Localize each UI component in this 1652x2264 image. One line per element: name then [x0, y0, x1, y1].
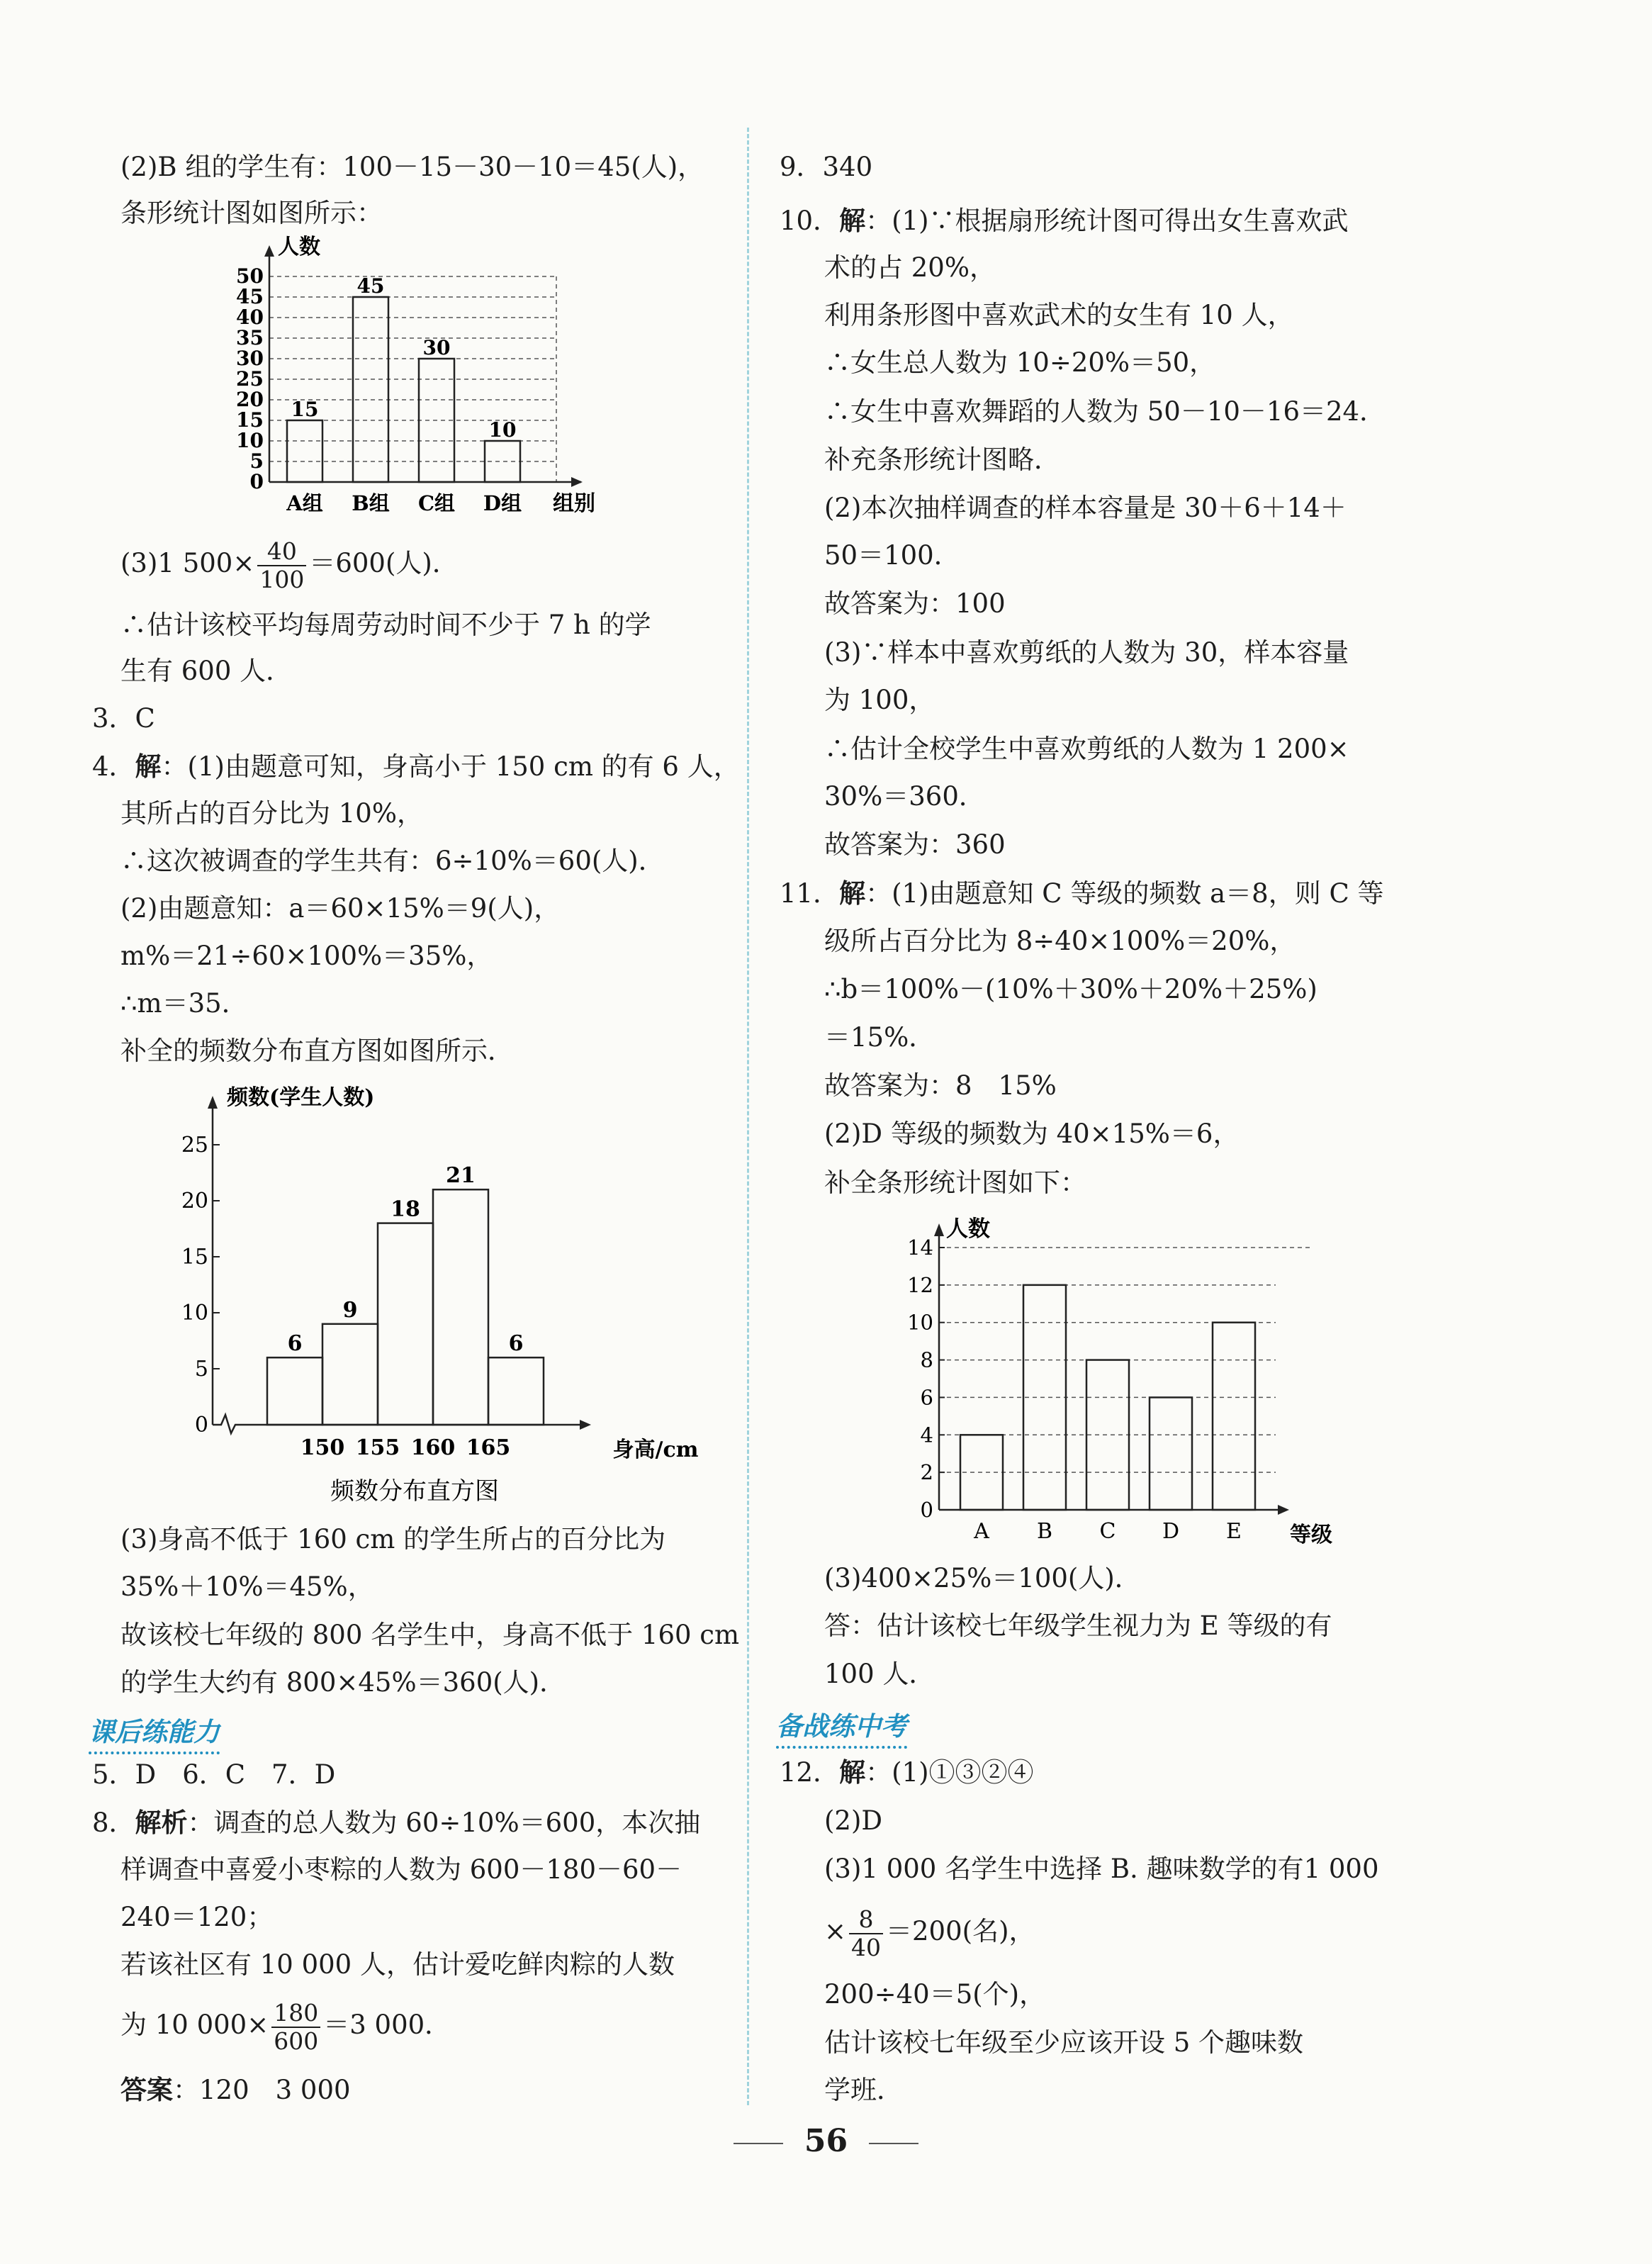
x-tick-label: 150 — [300, 1435, 345, 1460]
fraction — [849, 1906, 883, 1961]
text-line: 其所占的百分比为 10%， — [120, 798, 423, 829]
text-line — [120, 2073, 351, 2107]
text-line: 35%＋10%＝45%， — [120, 1571, 374, 1602]
text-line: 样调查中喜爱小枣粽的人数为 600－180－60－ — [120, 1854, 682, 1885]
text: ＝200(名)， — [886, 1916, 1035, 1946]
x-tick-label: B — [1036, 1519, 1053, 1544]
text: ：(1)由题意可知，身高小于 150 cm 的有 6 人， — [161, 751, 740, 782]
bar-value-label: 10 — [488, 418, 517, 442]
y-axis-arrow — [208, 1096, 218, 1109]
text-line: 为 100， — [824, 685, 935, 715]
x-tick-label: A组 — [286, 491, 323, 515]
page-number — [0, 2123, 1652, 2159]
text-line: 30%＝360． — [824, 781, 985, 812]
chart-group-bar — [213, 234, 609, 525]
text-line: 的学生大约有 800×45%＝360(人)． — [120, 1667, 566, 1698]
bold-label: 解 — [839, 878, 866, 909]
y-axis-label: 人数 — [278, 235, 320, 259]
text-line — [120, 532, 459, 595]
text-line: 条形统计图如图所示： — [120, 198, 383, 228]
x-axis-label: 等级 — [1290, 1523, 1332, 1547]
x-tick-label: 155 — [355, 1435, 400, 1460]
y-tick-label: 8 — [920, 1347, 933, 1372]
text-line: 学班． — [824, 2075, 903, 2105]
bar-value-label: 6 — [287, 1331, 303, 1357]
text-line: 生有 600 人． — [120, 656, 293, 686]
question-number: 12． — [780, 1757, 840, 1788]
text-line: ∴估计全校学生中喜欢剪纸的人数为 1 200× — [824, 734, 1349, 764]
text-line — [780, 876, 1384, 911]
question-number: 8． — [92, 1808, 135, 1838]
y-tick-label: 0 — [920, 1498, 933, 1522]
page-number-text: 56 — [804, 2123, 848, 2159]
bold-label: 解析 — [135, 1807, 188, 1838]
text-line: 补充条形统计图略． — [824, 444, 1060, 475]
y-tick-label: 10 — [181, 1301, 208, 1326]
y-tick-label: 40 — [236, 306, 264, 329]
text-line: (2)B 组的学生有：100－15－30－10＝45(人)， — [120, 152, 704, 182]
y-tick-label: 30 — [236, 347, 264, 370]
text-line: m%＝21÷60×100%＝35%， — [120, 941, 493, 971]
question-number: 4． — [92, 751, 135, 782]
fraction-num: 8 — [849, 1906, 883, 1934]
y-tick-label: 15 — [181, 1245, 208, 1270]
text: × — [824, 1916, 847, 1946]
text-line — [824, 1900, 1035, 1963]
x-axis-arrow — [1278, 1505, 1289, 1515]
y-tick-label: 14 — [907, 1235, 933, 1260]
histogram-bar — [378, 1223, 433, 1425]
x-tick-label: C — [1099, 1519, 1116, 1544]
question-number: 10． — [780, 206, 840, 236]
x-tick-label: 160 — [410, 1435, 456, 1460]
text: ：120 3 000 — [173, 2075, 351, 2105]
text-line: (3)∵样本中喜欢剪纸的人数为 30，样本容量 — [824, 637, 1349, 668]
text-line: (2)D 等级的频数为 40×15%＝6， — [824, 1119, 1240, 1149]
x-axis-label: 组别 — [553, 491, 595, 516]
histogram-bar — [433, 1189, 488, 1425]
text: (3)1 500× — [120, 548, 255, 578]
text-line — [780, 1755, 1034, 1790]
text-line: (2)D — [824, 1805, 883, 1836]
bar — [1150, 1397, 1192, 1510]
text-line: (3)1 000 名学生中选择 B. 趣味数学的有1 000 — [824, 1854, 1379, 1884]
text-line: 级所占百分比为 8÷40×100%＝20%， — [824, 926, 1296, 956]
x-axis-arrow — [571, 477, 583, 487]
text-line: 估计该校七年级至少应该开设 5 个趣味数 — [824, 2027, 1304, 2058]
text-line: (2)本次抽样调查的样本容量是 30＋6＋14＋ — [824, 493, 1347, 523]
bold-label: 解 — [839, 1756, 866, 1788]
fraction-den: 600 — [274, 2027, 319, 2055]
x-tick-label: A — [974, 1519, 989, 1544]
text-line: 3．C — [92, 703, 155, 734]
text: ：(1)由题意知 C 等级的频数 a＝8，则 C 等 — [865, 878, 1384, 909]
text: ：调查的总人数为 60÷10%＝600，本次抽 — [187, 1808, 701, 1838]
y-tick-label: 20 — [181, 1189, 208, 1214]
y-tick-label: 12 — [907, 1272, 933, 1297]
y-tick-label: 5 — [194, 1357, 208, 1382]
x-tick-label: B组 — [352, 491, 390, 515]
y-axis-arrow — [934, 1223, 944, 1236]
bar — [1086, 1360, 1129, 1510]
text-line: 术的占 20%， — [824, 252, 996, 283]
y-tick-label: 0 — [249, 470, 264, 493]
bold-label: 解 — [839, 205, 866, 236]
y-tick-label: 20 — [236, 388, 264, 411]
text-line: 5．D 6．C 7．D — [92, 1759, 336, 1790]
text-line — [120, 1993, 451, 2057]
text-line — [780, 203, 1349, 238]
text: ：(1)①③②④ — [865, 1757, 1034, 1788]
text-line: 若该社区有 10 000 人，估计爱吃鲜肉粽的人数 — [120, 1949, 675, 1980]
text-line: 9．340 — [780, 152, 873, 182]
y-tick-label: 6 — [920, 1385, 933, 1410]
fraction-den: 40 — [851, 1933, 882, 1961]
text-line: 答：估计该校七年级学生视力为 E 等级的有 — [824, 1610, 1332, 1641]
y-tick-label: 45 — [236, 285, 264, 308]
histogram-bar — [488, 1357, 544, 1425]
text-line: ∴这次被调查的学生共有：6÷10%＝60(人)． — [120, 846, 665, 876]
bold-label: 解 — [135, 751, 162, 782]
x-tick-label: E — [1226, 1519, 1242, 1544]
text-line: (3)身高不低于 160 cm 的学生所占的百分比为 — [120, 1524, 666, 1554]
bar-value-label: 21 — [446, 1163, 476, 1189]
text-line: 故答案为：8 15% — [824, 1070, 1057, 1101]
text-line: ∴b＝100%－(10%＋30%＋20%＋25%) — [824, 974, 1317, 1004]
section-heading: 课后练能力 — [89, 1710, 220, 1749]
text-line: 补全的频数分布直方图如图所示． — [120, 1036, 514, 1066]
y-tick-label: 4 — [920, 1423, 933, 1447]
text-line: ∴女生总人数为 10÷20%＝50， — [824, 347, 1216, 378]
text-line: (3)400×25%＝100(人)． — [824, 1563, 1141, 1593]
bar-value-label: 30 — [422, 336, 451, 359]
y-axis-label: 人数 — [946, 1216, 990, 1242]
text: 为 10 000× — [120, 2010, 269, 2040]
y-tick-label: 5 — [249, 449, 264, 473]
text-line: ＝15%． — [824, 1022, 935, 1053]
text-line: 100 人． — [824, 1659, 935, 1689]
bold-label: 答案 — [120, 2074, 173, 2105]
dash-left — [734, 2143, 783, 2144]
dash-right — [869, 2143, 918, 2144]
y-tick-label: 25 — [236, 367, 264, 391]
text-line: 故答案为：360 — [824, 829, 1006, 860]
y-tick-label: 2 — [920, 1460, 933, 1485]
bar — [353, 297, 388, 482]
y-axis-arrow — [264, 245, 274, 257]
y-tick-label: 10 — [907, 1310, 933, 1335]
text: ＝600(人)． — [309, 548, 459, 578]
x-tick-label: 165 — [466, 1435, 511, 1460]
y-axis-label: 频数(学生人数) — [227, 1085, 375, 1110]
y-tick-label: 0 — [194, 1413, 208, 1438]
histogram-bar — [322, 1324, 378, 1425]
section-heading: 备战练中考 — [776, 1705, 907, 1743]
bar-value-label: 15 — [291, 398, 319, 421]
text-line: ∴估计该校平均每周劳动时间不少于 7 h 的学 — [120, 610, 651, 640]
text-line — [92, 749, 740, 784]
bar — [287, 420, 322, 482]
y-tick-label: 25 — [181, 1133, 208, 1158]
text: ＝3 000． — [323, 2010, 451, 2040]
chart-histogram — [181, 1077, 702, 1517]
text-line — [92, 1805, 700, 1840]
fraction — [271, 2000, 320, 2055]
text-line: 利用条形图中喜欢武术的女生有 10 人， — [824, 300, 1294, 330]
chart-title: 频数分布直方图 — [330, 1477, 499, 1506]
text-line: ∴m＝35． — [120, 988, 248, 1019]
question-number: 11． — [780, 878, 840, 909]
y-tick-label: 50 — [236, 264, 264, 288]
x-tick-label: D — [1162, 1519, 1180, 1544]
bar-value-label: 9 — [342, 1297, 358, 1323]
fraction-den: 100 — [259, 565, 305, 593]
text-line: 240＝120； — [120, 1902, 274, 1932]
bar-value-label: 18 — [390, 1197, 420, 1222]
column-divider — [747, 128, 749, 2105]
bar — [1213, 1323, 1255, 1510]
x-tick-label: D组 — [483, 491, 522, 515]
y-tick-label: 10 — [236, 429, 264, 452]
text-line: 50＝100． — [824, 540, 960, 571]
y-tick-label: 35 — [236, 326, 264, 349]
x-axis-arrow — [580, 1420, 591, 1430]
text-line: (2)由题意知：a＝60×15%＝9(人)， — [120, 893, 561, 924]
fraction — [257, 538, 306, 593]
bar-value-label: 45 — [356, 274, 385, 298]
fraction-num: 180 — [271, 2000, 320, 2028]
bar-value-label: 6 — [508, 1331, 524, 1357]
text-line: 补全条形统计图如下： — [824, 1167, 1086, 1198]
text-line: 200÷40＝5(个)， — [824, 1979, 1046, 2010]
x-axis-label: 身高/cm — [612, 1438, 699, 1462]
y-tick-label: 15 — [236, 408, 264, 432]
text: ：(1)∵根据扇形统计图可得出女生喜欢武 — [865, 206, 1349, 236]
chart-grade-bar — [879, 1205, 1332, 1567]
histogram-bar — [267, 1357, 322, 1425]
text-line: 故答案为：100 — [824, 588, 1006, 619]
text-line: 故该校七年级的 800 名学生中，身高不低于 160 cm — [120, 1620, 740, 1650]
fraction-num: 40 — [257, 538, 306, 566]
text-line: ∴女生中喜欢舞蹈的人数为 50－10－16＝24． — [824, 396, 1386, 427]
x-tick-label: C组 — [417, 491, 456, 515]
